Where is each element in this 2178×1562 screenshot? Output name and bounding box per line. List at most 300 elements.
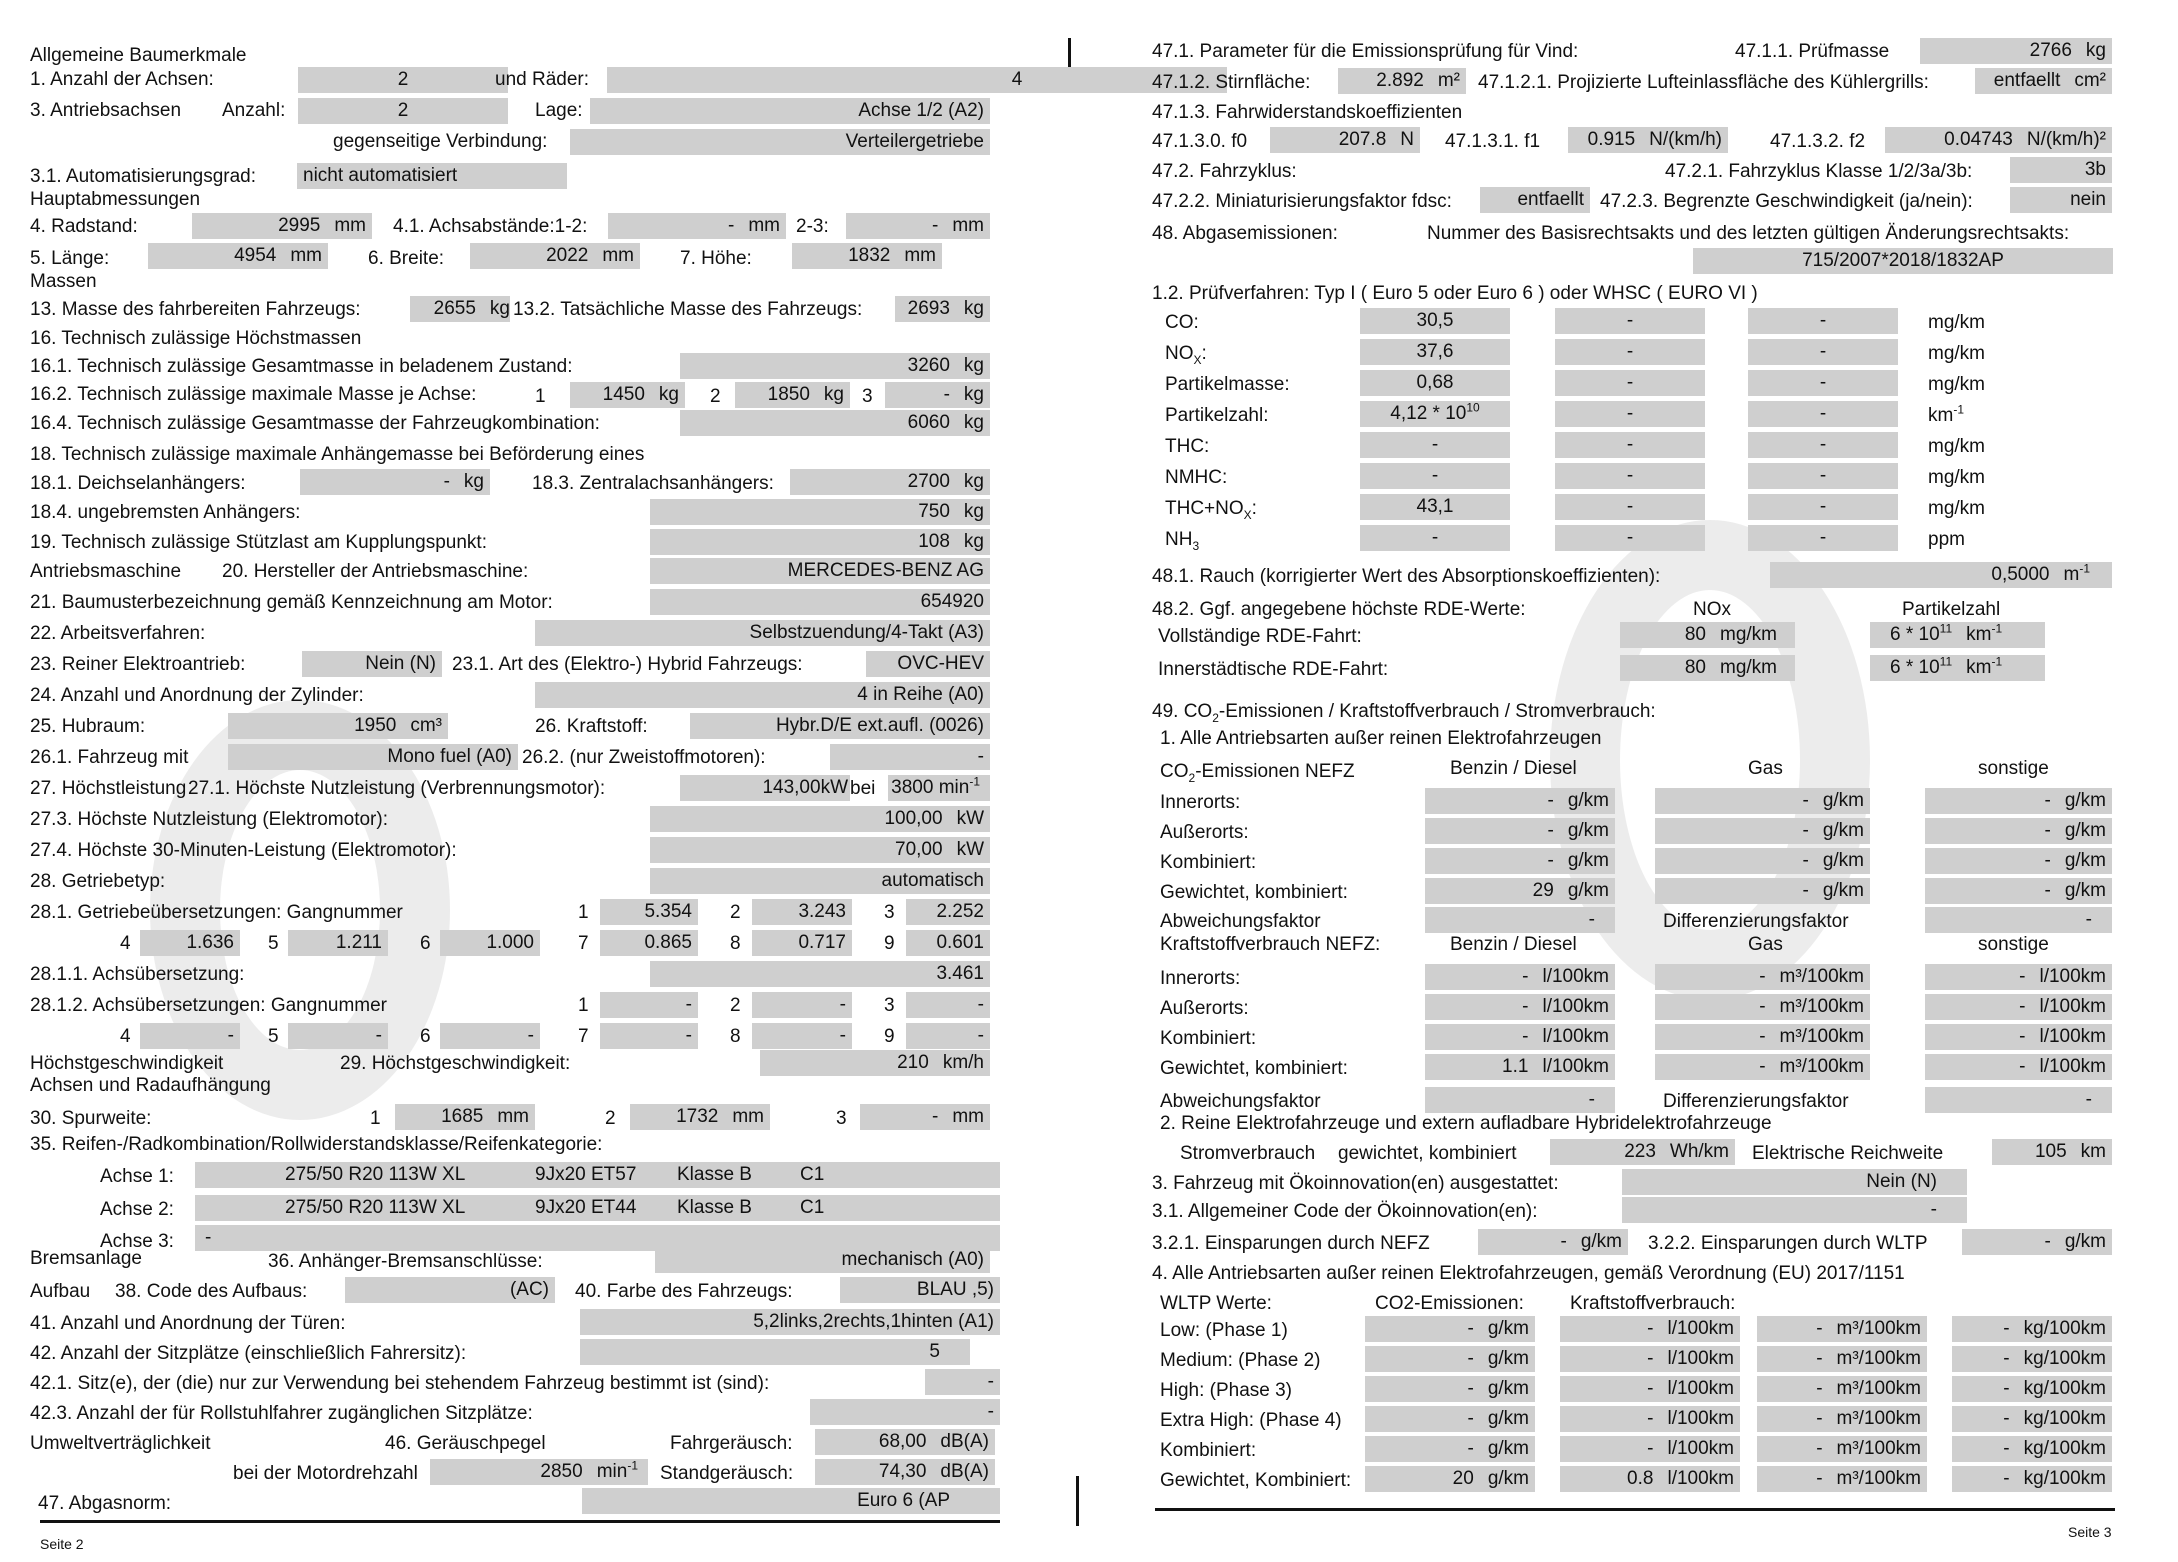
field-emission-value-2: - — [1555, 494, 1705, 520]
unit: kg — [489, 298, 510, 319]
field-power-consumption — [1550, 1139, 1735, 1165]
unit: N/(km/h) — [1649, 129, 1722, 150]
column-header: Partikelzahl — [1902, 599, 2001, 620]
label: 3.1. Automatisierungsgrad: — [30, 166, 257, 187]
unit: l/100km — [1667, 1408, 1734, 1429]
label: 46. Geräuschpegel — [385, 1433, 546, 1454]
footer-rule — [1155, 1508, 2115, 1511]
emission-unit: mg/km — [1928, 343, 1985, 364]
label: 3. Fahrzeug mit Ökoinnovation(en) ausgestattet: — [1152, 1173, 1559, 1194]
unit: kg — [2085, 40, 2106, 61]
unit: l/100km — [1667, 1378, 1734, 1399]
unit: g/km — [1822, 820, 1864, 841]
value: - — [1647, 1408, 1654, 1429]
unit: km — [1966, 657, 1992, 678]
unit: min — [596, 1461, 628, 1482]
tyre-category: C1 — [800, 1164, 825, 1185]
field-mass-13 — [410, 296, 510, 322]
label: 18. Technisch zulässige maximale Anhängemasse bei Beförderung eines — [30, 444, 645, 465]
value: 1850 — [767, 384, 810, 405]
unit: m³/100km — [1779, 1056, 1864, 1077]
field-limited-speed: nein — [2010, 187, 2112, 213]
unit: l/100km — [2039, 966, 2106, 987]
gear-number: 9 — [884, 1026, 895, 1047]
unit: mm — [602, 245, 634, 266]
field-displacement — [228, 713, 448, 739]
field-max-speed — [760, 1050, 990, 1076]
field-gear-ratio: 0.717 — [752, 930, 852, 956]
value: 20 — [1452, 1468, 1474, 1489]
value: - — [2044, 850, 2051, 871]
label: 3.1. Allgemeiner Code der Ökoinnovation(en): — [1152, 1201, 1538, 1222]
field-epower30 — [650, 837, 990, 863]
value: - — [932, 1106, 939, 1127]
field-color: BLAU ,5) — [840, 1277, 1000, 1303]
unit: l/100km — [2039, 1056, 2106, 1077]
column-header: sonstige — [1978, 758, 2049, 779]
unit: m³/100km — [1836, 1378, 1921, 1399]
field-co2-bd — [1425, 878, 1615, 904]
gear-number: 4 — [120, 1026, 131, 1047]
unit: km — [2080, 1141, 2106, 1162]
exponent: 11 — [1939, 621, 1953, 636]
field-axle-dist-12 — [608, 213, 786, 239]
label: bei — [850, 778, 876, 799]
field-seats-wheelchair: - — [810, 1399, 1000, 1425]
field-fuel-gas — [1655, 1024, 1870, 1050]
unit: l/100km — [1542, 1026, 1609, 1047]
value: 108 — [918, 531, 950, 552]
field-stationary-noise — [815, 1459, 995, 1485]
field-emission-norm: Euro 6 (AP — [582, 1488, 1000, 1514]
field-axle-dist-23 — [846, 213, 990, 239]
label: 23.1. Art des (Elektro-) Hybrid Fahrzeugs: — [452, 654, 803, 675]
unit: g/km — [2064, 790, 2106, 811]
label: 2-3: — [796, 216, 829, 237]
label: 28.1.1. Achsübersetzung: — [30, 964, 245, 985]
label: 1. Alle Antriebsarten außer reinen Elektrofahrzeugen — [1160, 728, 1602, 749]
label: 28.1.2. Achsübersetzungen: Gangnummer — [30, 995, 388, 1016]
emission-label: $NH_3$ — [1165, 529, 1200, 553]
label: Achse 1: — [100, 1166, 174, 1187]
value: entfaellt — [1993, 70, 2061, 91]
value: 223 — [1624, 1141, 1656, 1162]
value: 0,5000 — [1991, 564, 2050, 585]
label: 18.1. Deichselanhängers: — [30, 473, 246, 494]
unit: g/km — [1487, 1468, 1529, 1489]
unit: cm² — [2074, 70, 2106, 91]
field-tyre-axle-1 — [195, 1162, 1000, 1188]
unit: kg — [658, 384, 679, 405]
unit: mm — [904, 245, 936, 266]
label: 42. Anzahl der Sitzplätze (einschließlich Fahrersitz): — [30, 1343, 467, 1364]
field-mass-181 — [300, 469, 490, 495]
label: 47.2.2. Miniaturisierungsfaktor fdsc: — [1152, 191, 1452, 212]
emission-label: $THC+NO_X$: — [1165, 498, 1257, 522]
field-axle-gear-ratio: - — [906, 1023, 990, 1049]
field-f2 — [1885, 127, 2112, 153]
label: Achse 3: — [100, 1231, 174, 1252]
field-wltp-co2 — [1365, 1346, 1535, 1372]
label: 2. Reine Elektrofahrzeuge und extern aufladbare Hybridelektrofahrzeuge — [1160, 1113, 1772, 1134]
value: - — [1547, 850, 1554, 871]
field-savings-nefz — [1478, 1229, 1628, 1255]
value: 3260 — [907, 355, 950, 376]
label: 42.3. Anzahl der für Rollstuhlfahrer zugänglichen Sitzplätze: — [30, 1403, 533, 1424]
field-fuel-gas — [1655, 994, 1870, 1020]
field-f1 — [1568, 127, 1728, 153]
unit: mm — [732, 1106, 764, 1127]
field-seats: 5 — [580, 1339, 970, 1365]
field-emission-value-2: - — [1555, 401, 1705, 427]
label: 24. Anzahl und Anordnung der Zylinder: — [30, 685, 364, 706]
field-mass-183 — [790, 469, 990, 495]
label: 1. Anzahl der Achsen: — [30, 69, 214, 90]
label: 48.2. Ggf. angegebene höchste RDE-Werte: — [1152, 599, 1526, 620]
unit: g/km — [1822, 790, 1864, 811]
unit: g/km — [1487, 1348, 1529, 1369]
unit: kg/100km — [2023, 1408, 2106, 1429]
field-axle-gear-ratio: - — [140, 1023, 240, 1049]
value: 4954 — [234, 245, 277, 266]
label: WLTP Werte: — [1160, 1293, 1272, 1314]
unit: mm — [290, 245, 322, 266]
field-gear-ratio: 0.865 — [600, 930, 698, 956]
gear-number: 8 — [730, 1026, 741, 1047]
gear-number: 1 — [578, 902, 589, 923]
label: 27. Höchstleistung — [30, 778, 187, 799]
unit: m³/100km — [1779, 966, 1864, 987]
value: - — [932, 215, 939, 236]
field-fuel: Hybr.D/E ext.aufl. (0026) — [690, 713, 990, 739]
field-wltp-m3 — [1757, 1406, 1927, 1432]
field-wltp-m3 — [1757, 1316, 1927, 1342]
section-heading: Höchstgeschwindigkeit — [30, 1053, 224, 1074]
label: 20. Hersteller der Antriebsmaschine: — [222, 561, 529, 582]
unit: g/km — [1822, 850, 1864, 871]
row-label: Extra High: (Phase 4) — [1160, 1410, 1342, 1431]
footer-rule — [40, 1520, 1000, 1523]
field-electric-range — [1992, 1139, 2112, 1165]
label: 26. Kraftstoff: — [535, 716, 648, 737]
row-label: Kombiniert: — [1160, 852, 1257, 873]
field-fuel-bd — [1425, 964, 1615, 990]
field-gear-ratio: 3.243 — [752, 899, 852, 925]
label: Anzahl: — [222, 100, 286, 121]
gear-number: 3 — [884, 902, 895, 923]
unit: kg — [963, 531, 984, 552]
value: 0.915 — [1587, 129, 1636, 150]
field-axle-gear-ratio: - — [906, 992, 990, 1018]
unit: km/h — [942, 1052, 984, 1073]
value: 2995 — [278, 215, 321, 236]
value: 207.8 — [1338, 129, 1387, 150]
value: 1950 — [354, 715, 397, 736]
field-mass-132 — [895, 296, 990, 322]
field-wltp-l — [1560, 1376, 1740, 1402]
value: - — [1467, 1318, 1474, 1339]
unit: l/100km — [2039, 996, 2106, 1017]
axle-number: 2 — [710, 386, 721, 407]
label: 13.2. Tatsächliche Masse des Fahrzeugs: — [513, 299, 863, 320]
label: 1.2. Prüfverfahren: Typ I ( Euro 5 oder Euro 6 ) oder WHSC ( EURO VI ) — [1152, 283, 1758, 304]
value: - — [1547, 790, 1554, 811]
gear-number: 2 — [730, 902, 741, 923]
exponent: 11 — [1939, 654, 1953, 669]
unit: N/(km/h)² — [2026, 129, 2106, 150]
value: - — [1802, 820, 1809, 841]
value: 750 — [918, 501, 950, 522]
row-label: Außerorts: — [1160, 822, 1249, 843]
field-test-mass — [1920, 38, 2112, 64]
value: - — [2019, 966, 2026, 987]
unit: g/km — [2064, 880, 2106, 901]
field-axle-gear-ratio: - — [752, 1023, 852, 1049]
field-fuel-gas — [1655, 964, 1870, 990]
value: - — [1647, 1348, 1654, 1369]
value: 2700 — [907, 471, 950, 492]
label: 27.1. Höchste Nutzleistung (Verbrennungsmotor): — [188, 778, 606, 799]
value: - — [1816, 1468, 1823, 1489]
field-fuel-other — [1925, 1024, 2112, 1050]
value: 100,00 — [884, 808, 943, 829]
page-divider-bottom — [1076, 1476, 1079, 1526]
field-connection: Verteilergetriebe — [570, 129, 990, 155]
label: gewichtet, kombiniert — [1338, 1143, 1517, 1164]
field-legal-act: 715/2007*2018/1832AP — [1693, 248, 2113, 274]
field-emission-value-3: - — [1748, 432, 1898, 458]
tyre-size: 275/50 R20 113W XL — [285, 1164, 466, 1185]
value: 1685 — [441, 1106, 484, 1127]
label: 27.4. Höchste 30-Minuten-Leistung (Elektromotor): — [30, 840, 457, 861]
label: Abweichungsfaktor — [1160, 1091, 1321, 1112]
label: 29. Höchstgeschwindigkeit: — [340, 1053, 571, 1074]
value: - — [1467, 1408, 1474, 1429]
page-number: Seite 2 — [40, 1536, 84, 1552]
axle-number: 3 — [862, 386, 873, 407]
field-axle-gear-ratio: - — [440, 1023, 540, 1049]
unit: kg/100km — [2023, 1438, 2106, 1459]
field-track-1 — [395, 1104, 535, 1130]
field-savings-wltp — [1962, 1229, 2112, 1255]
field-co2-gas — [1655, 848, 1870, 874]
unit: Wh/km — [1669, 1141, 1729, 1162]
value: 0.04743 — [1944, 129, 2013, 150]
unit: g/km — [1580, 1231, 1622, 1252]
value: - — [1759, 1026, 1766, 1047]
row-label: Kombiniert: — [1160, 1028, 1257, 1049]
unit: l/100km — [1542, 1056, 1609, 1077]
unit: l/100km — [2039, 1026, 2106, 1047]
row-label: Gewichtet, kombiniert: — [1160, 1058, 1348, 1079]
field-emission-value-2: - — [1555, 339, 1705, 365]
value: 6 * 10 — [1890, 624, 1940, 645]
field-fuel-other — [1925, 1054, 2112, 1080]
field-eco-code: - — [1622, 1197, 1967, 1223]
field-fdsc: entfaellt — [1480, 187, 1590, 213]
value: - — [1647, 1378, 1654, 1399]
label: 3.2.2. Einsparungen durch WLTP — [1648, 1233, 1928, 1254]
unit: mm — [497, 1106, 529, 1127]
column-header: Gas — [1748, 934, 1783, 955]
emission-unit: mg/km — [1928, 374, 1985, 395]
field-wltp-m3 — [1757, 1376, 1927, 1402]
field-mass-19 — [650, 529, 990, 555]
tyre-class: Klasse B — [677, 1164, 752, 1185]
value: 29 — [1532, 880, 1554, 901]
gear-number: 3 — [884, 995, 895, 1016]
label: 35. Reifen-/Radkombination/Rollwiderstandsklasse/Reifenkategorie: — [30, 1134, 603, 1155]
unit: kW — [956, 808, 984, 829]
label: 7. Höhe: — [680, 248, 752, 269]
row-label: Gewichtet, Kombiniert: — [1160, 1470, 1352, 1491]
value: - — [1816, 1408, 1823, 1429]
unit: mg/km — [1720, 657, 1777, 678]
unit: kW — [956, 839, 984, 860]
gear-number: 4 — [120, 933, 131, 954]
value: - — [2003, 1348, 2010, 1369]
unit: g/km — [1567, 820, 1609, 841]
field-process: Selbstzuendung/4-Takt (A3) — [535, 620, 990, 646]
field-wltp-kg — [1952, 1376, 2112, 1402]
field-drive-noise — [815, 1429, 995, 1455]
value: - — [2003, 1468, 2010, 1489]
field-brake-connections: mechanisch (A0) — [655, 1247, 990, 1273]
value: - — [1759, 1056, 1766, 1077]
field-wltp-l — [1560, 1346, 1740, 1372]
label: Kraftstoffverbrauch NEFZ: — [1160, 934, 1381, 955]
value: 70,00 — [895, 839, 943, 860]
value: - — [943, 384, 950, 405]
value: 2850 — [540, 1461, 583, 1482]
field-emission-value-1: $4,12 * 10^{10}$ — [1360, 401, 1510, 427]
field-mass-184 — [650, 499, 990, 525]
value: - — [1802, 880, 1809, 901]
unit: g/km — [1487, 1408, 1529, 1429]
unit: cm³ — [410, 715, 442, 736]
tyre-class: Klasse B — [677, 1197, 752, 1218]
label: 28.1. Getriebeübersetzungen: Gangnummer — [30, 902, 403, 923]
field-emission-value-3: - — [1748, 308, 1898, 334]
label: Differenzierungsfaktor — [1663, 911, 1849, 932]
gear-number: 6 — [420, 1026, 431, 1047]
field-automation: nicht automatisiert — [297, 163, 567, 189]
field-gear-ratio: 1.211 — [288, 930, 388, 956]
field-emission-value-1: 43,1 — [1360, 494, 1510, 520]
field-co2-gas — [1655, 878, 1870, 904]
unit: kg — [963, 298, 984, 319]
tyre-category: C1 — [800, 1197, 825, 1218]
section-heading: Aufbau — [30, 1281, 91, 1302]
axle-number: 1 — [535, 386, 546, 407]
emission-unit: mg/km — [1928, 436, 1985, 457]
unit: m³/100km — [1836, 1408, 1921, 1429]
value: 1832 — [848, 245, 891, 266]
value: 4 — [1011, 69, 1023, 90]
gear-number: 5 — [268, 933, 279, 954]
field-gear-ratio: 5.354 — [600, 899, 698, 925]
value: - — [1816, 1348, 1823, 1369]
unit: m³/100km — [1836, 1318, 1921, 1339]
field-fuel-bd — [1425, 1024, 1615, 1050]
field-co2-other — [1925, 878, 2112, 904]
label: 26.1. Fahrzeug mit — [30, 747, 189, 768]
field-wltp-kg — [1952, 1436, 2112, 1462]
value: - — [1467, 1378, 1474, 1399]
field-wltp-l — [1560, 1316, 1740, 1342]
label: 47. Abgasnorm: — [38, 1493, 172, 1514]
axle-number: 2 — [605, 1108, 616, 1129]
value: 2766 — [2029, 40, 2072, 61]
value: 2022 — [546, 245, 589, 266]
unit: kg — [963, 384, 984, 405]
unit: mm — [334, 215, 366, 236]
label: 47.1. Parameter für die Emissionsprüfung für Vind: — [1152, 41, 1579, 62]
field-axle-gear-ratio: - — [752, 992, 852, 1018]
label: Lage: — [535, 100, 583, 121]
label: 4. Alle Antriebsarten außer reinen Elektrofahrzeugen, gemäß Verordnung (EU) 2017/1151 — [1152, 1263, 1905, 1284]
label: Standgeräusch: — [660, 1463, 794, 1484]
label: 23. Reiner Elektroantrieb: — [30, 654, 246, 675]
field-axles: 2 — [298, 67, 508, 93]
label: 18.4. ungebremsten Anhängers: — [30, 502, 301, 523]
value: 74,30 — [878, 1461, 927, 1482]
field-emission-value-3: - — [1748, 401, 1898, 427]
field-track-3 — [860, 1104, 990, 1130]
unit: kg — [963, 355, 984, 376]
field-mass-161 — [680, 353, 990, 379]
field-wltp-co2 — [1365, 1376, 1535, 1402]
field-fuel-bd — [1425, 1054, 1615, 1080]
row-label: Innerorts: — [1160, 792, 1241, 813]
value: - — [443, 471, 450, 492]
label: 5. Länge: — [30, 248, 110, 269]
unit: m — [2063, 564, 2080, 585]
column-header: Gas — [1748, 758, 1783, 779]
emission-label: CO: — [1165, 312, 1199, 333]
field-track-2 — [630, 1104, 770, 1130]
field-height — [792, 243, 942, 269]
field-co2-other — [1925, 788, 2112, 814]
field-emission-value-1: 30,5 — [1360, 308, 1510, 334]
value: 1.1 — [1502, 1056, 1529, 1077]
field-mass-axle-2 — [735, 382, 850, 408]
value: - — [1802, 790, 1809, 811]
field-deviation-factor: - — [1425, 907, 1615, 933]
emission-label: Partikelmasse: — [1165, 374, 1290, 395]
gear-number: 7 — [578, 933, 589, 954]
column-header: Benzin / Diesel — [1450, 934, 1577, 955]
label: 47.1.1. Prüfmasse — [1735, 41, 1890, 62]
unit: kg — [963, 501, 984, 522]
field-co2-bd — [1425, 788, 1615, 814]
unit: kg — [963, 471, 984, 492]
label: Differenzierungsfaktor — [1663, 1091, 1849, 1112]
label: 47.1.3. Fahrwiderstandskoeffizienten — [1152, 102, 1463, 123]
value: - — [728, 215, 735, 236]
label: 47.2.1. Fahrzyklus Klasse 1/2/3a/3b: — [1665, 161, 1973, 182]
label: Fahrgeräusch: — [670, 1433, 793, 1454]
field-emission-value-3: - — [1748, 525, 1898, 551]
unit: l/100km — [1667, 1438, 1734, 1459]
field-transmission-type: automatisch — [650, 868, 990, 894]
unit: m³/100km — [1836, 1438, 1921, 1459]
label: 4. Radstand: — [30, 216, 138, 237]
field-gear-ratio: 0.601 — [906, 930, 990, 956]
unit: g/km — [1567, 880, 1609, 901]
label: 47.1.3.1. f1 — [1445, 131, 1541, 152]
value: 1732 — [676, 1106, 719, 1127]
